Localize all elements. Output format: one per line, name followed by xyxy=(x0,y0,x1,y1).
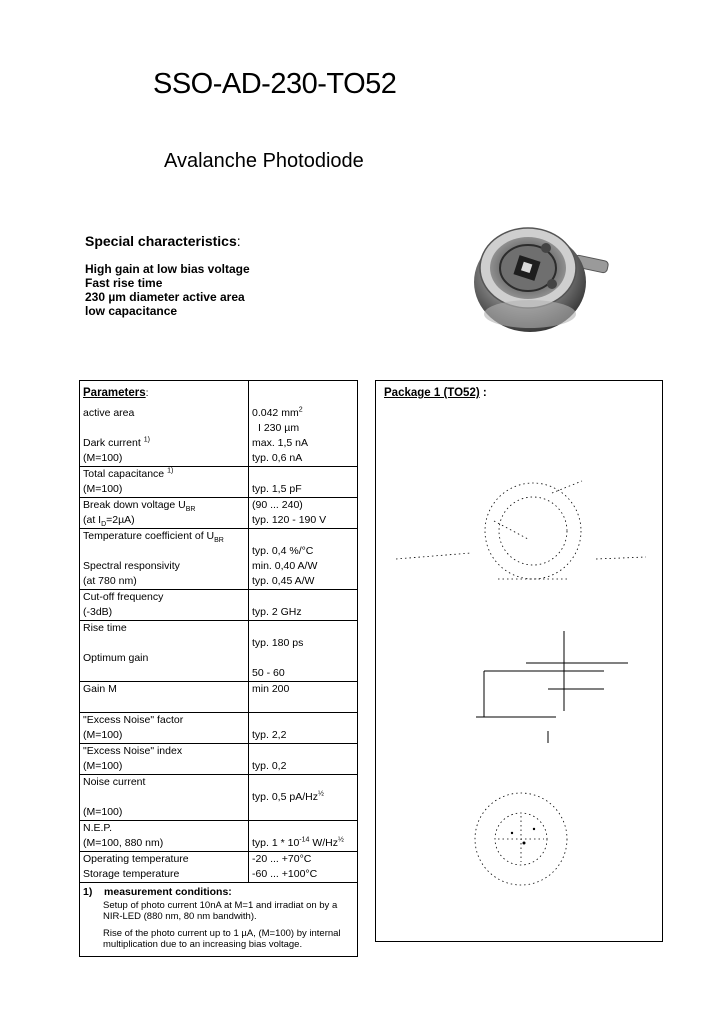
param-label: (M=100) xyxy=(83,760,123,772)
table-cell xyxy=(249,590,358,621)
table-cell xyxy=(249,775,358,821)
param-value: Ι 230 µm xyxy=(258,422,300,434)
param-value xyxy=(252,790,354,805)
table-cell xyxy=(80,775,249,821)
param-text: typ. 1 * 10 xyxy=(252,837,300,849)
param-text: typ. 0,5 pA/Hz xyxy=(252,791,318,803)
table-cell xyxy=(80,529,249,590)
param-value: -20 ... +70°C xyxy=(252,853,312,865)
table-cell xyxy=(80,498,249,529)
param-label: "Excess Noise" index xyxy=(83,745,183,757)
param-value: typ. 0,4 %/°C xyxy=(252,545,314,557)
param-label: Storage temperature xyxy=(83,868,180,880)
table-row xyxy=(80,713,358,744)
param-value: (90 ... 240) xyxy=(252,499,303,511)
footnote-mark: 1) xyxy=(143,436,150,444)
param-label: Optimum gain xyxy=(83,652,149,664)
param-text: Dark current xyxy=(83,437,144,449)
param-value: typ. 180 ps xyxy=(252,637,304,649)
param-text: 0.042 mm xyxy=(252,407,299,419)
param-text: Break down voltage U xyxy=(83,499,186,511)
superscript: 2 xyxy=(298,406,303,414)
table-row xyxy=(80,529,358,590)
special-item: High gain at low bias voltage xyxy=(85,262,250,276)
table-cell xyxy=(80,381,249,467)
param-text: W/Hz xyxy=(309,837,338,849)
table-cell xyxy=(249,744,358,775)
table-cell xyxy=(249,621,358,682)
package-drawing xyxy=(376,381,662,941)
param-label xyxy=(83,436,245,451)
subscript: BR xyxy=(185,506,196,514)
param-value: typ. 1,5 pF xyxy=(252,483,302,495)
param-value: 50 - 60 xyxy=(252,667,285,679)
param-label xyxy=(83,467,245,482)
footnote-title-text: measurement conditions: xyxy=(104,886,232,898)
param-value: typ. 120 - 190 V xyxy=(252,514,327,526)
param-value: min. 0,40 A/W xyxy=(252,560,318,572)
special-characteristics-heading xyxy=(85,233,241,249)
param-label xyxy=(83,529,245,544)
parameters-heading-colon: : xyxy=(145,387,149,399)
table-cell xyxy=(249,852,358,883)
special-heading-colon: : xyxy=(236,233,241,249)
param-value: max. 1,5 nA xyxy=(252,437,309,449)
table-row xyxy=(80,852,358,883)
special-heading-text: Special characteristics xyxy=(85,233,237,249)
param-label: Gain M xyxy=(83,683,117,695)
param-text: Total capacitance xyxy=(83,468,168,480)
package-title-text: Package 1 (TO52) xyxy=(384,387,480,399)
table-cell xyxy=(249,498,358,529)
page-title: SSO-AD-230-TO52 xyxy=(153,68,397,100)
parameters-table xyxy=(79,380,358,957)
photodiode-photo xyxy=(466,214,614,338)
table-row xyxy=(80,744,358,775)
table-row xyxy=(80,381,358,467)
table-cell xyxy=(249,682,358,713)
table-cell xyxy=(80,621,249,682)
table-row xyxy=(80,775,358,821)
param-label: N.E.P. xyxy=(83,822,112,834)
table-cell xyxy=(249,713,358,744)
table-cell xyxy=(249,821,358,852)
table-cell xyxy=(80,467,249,498)
param-label: active area xyxy=(83,407,135,419)
table-row xyxy=(80,883,358,957)
table-cell xyxy=(80,682,249,713)
param-label: (-3dB) xyxy=(83,606,113,618)
superscript: ½ xyxy=(317,790,324,798)
param-label: Operating temperature xyxy=(83,853,189,865)
page-subtitle: Avalanche Photodiode xyxy=(164,150,364,172)
param-value: typ. 2,2 xyxy=(252,729,287,741)
param-label: Rise time xyxy=(83,622,127,634)
param-text: (at I xyxy=(83,514,102,526)
parameters-heading-text: Parameters xyxy=(83,387,146,399)
table-cell xyxy=(80,852,249,883)
table-cell xyxy=(80,744,249,775)
param-text: =2µA) xyxy=(106,514,135,526)
param-label: (M=100) xyxy=(83,729,123,741)
param-value xyxy=(252,836,354,851)
param-label xyxy=(83,513,245,528)
param-label: (M=100) xyxy=(83,806,123,818)
param-label: "Excess Noise" factor xyxy=(83,714,184,726)
table-cell xyxy=(249,381,358,467)
package-panel xyxy=(375,380,663,942)
param-value: typ. 0,2 xyxy=(252,760,287,772)
param-label: (M=100, 880 nm) xyxy=(83,837,164,849)
param-value: -60 ... +100°C xyxy=(252,868,318,880)
table-row xyxy=(80,621,358,682)
table-cell xyxy=(249,467,358,498)
param-label: Cut-off frequency xyxy=(83,591,164,603)
param-label: Noise current xyxy=(83,776,146,788)
superscript: ½ xyxy=(337,836,344,844)
footnote-paragraph: Setup of photo current 10nA at M=1 and irradiat on by a NIR-LED (880 nm, 80 nm bandwith). xyxy=(103,900,338,922)
superscript: -14 xyxy=(299,836,310,844)
special-item: low capacitance xyxy=(85,304,178,318)
table-cell xyxy=(80,713,249,744)
subscript: BR xyxy=(214,537,224,545)
table-row xyxy=(80,498,358,529)
table-row xyxy=(80,467,358,498)
special-characteristics-list xyxy=(85,262,250,318)
param-label: (M=100) xyxy=(83,452,123,464)
subscript: D xyxy=(101,521,107,529)
param-label: (M=100) xyxy=(83,483,123,495)
param-value xyxy=(252,406,354,421)
footnote-number: 1) xyxy=(83,886,93,898)
param-value: typ. 0,45 A/W xyxy=(252,575,315,587)
table-row xyxy=(80,682,358,713)
footnote-title xyxy=(83,885,354,900)
param-value: typ. 0,6 nA xyxy=(252,452,303,464)
param-label xyxy=(83,498,245,513)
param-text: Temperature coefficient of U xyxy=(83,530,215,542)
footnote-mark: 1) xyxy=(167,467,174,475)
table-cell xyxy=(249,529,358,590)
param-value: typ. 2 GHz xyxy=(252,606,302,618)
param-value: min 200 xyxy=(252,683,290,695)
parameters-heading xyxy=(83,386,245,401)
table-row xyxy=(80,590,358,621)
table-row xyxy=(80,821,358,852)
special-item: 230 µm diameter active area xyxy=(85,290,245,304)
package-title-colon: : xyxy=(479,387,487,399)
footnote-paragraph: Rise of the photo current up to 1 µA, (M=100) by internal multiplication due to an increasing bias voltage. xyxy=(103,928,341,950)
special-item: Fast rise time xyxy=(85,276,163,290)
footnote-cell xyxy=(80,883,358,957)
param-label: Spectral responsivity xyxy=(83,560,180,572)
param-label: (at 780 nm) xyxy=(83,575,137,587)
table-cell xyxy=(80,590,249,621)
table-cell xyxy=(80,821,249,852)
